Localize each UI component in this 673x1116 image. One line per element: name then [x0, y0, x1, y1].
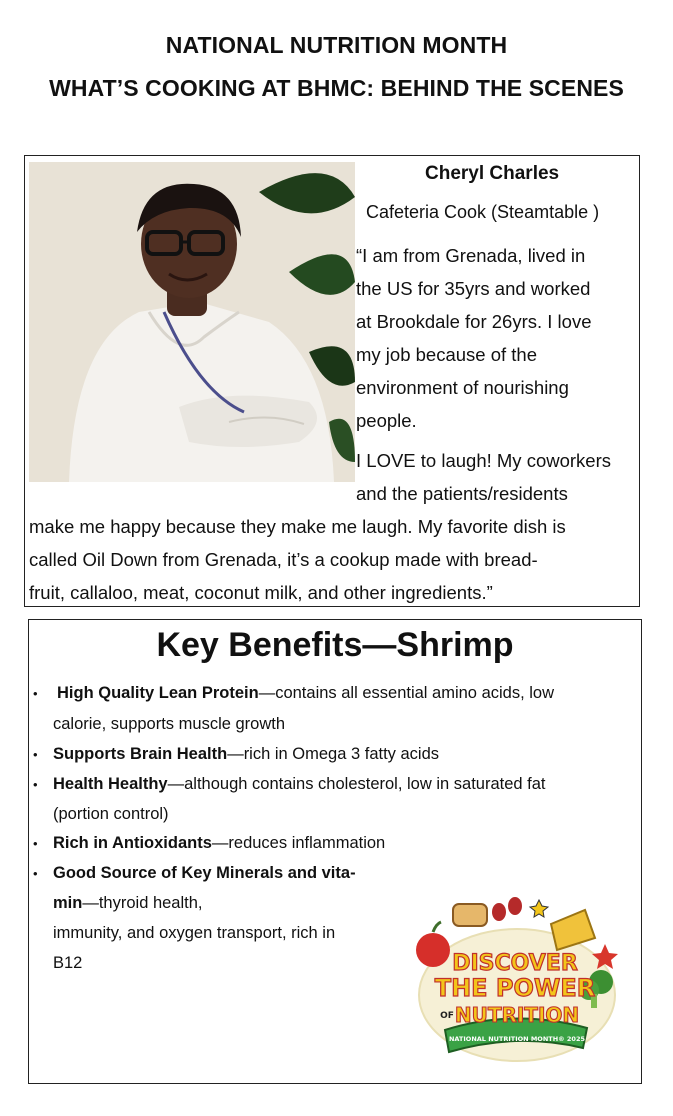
logo-line2: THE POWER — [434, 974, 596, 1002]
bullet-icon: • — [33, 686, 38, 701]
benefits-heading: Key Benefits—Shrimp — [156, 626, 514, 664]
logo-line3: OF — [440, 1011, 454, 1021]
quote-line: make me happy because they make me laugh. My favorite dish is — [29, 516, 566, 537]
benefit-item: Health Healthy—although contains cholesterol, low in saturated fat — [53, 775, 546, 793]
quote-line: fruit, callaloo, meat, coconut milk, and other ingredients.” — [29, 582, 493, 603]
quote-line: the US for 35yrs and worked — [356, 278, 591, 299]
logo-line4: NUTRITION — [454, 1003, 580, 1027]
staff-photo — [29, 162, 355, 482]
bullet-icon: • — [33, 777, 38, 792]
staff-profile-box — [24, 155, 640, 607]
bullet-icon: • — [33, 866, 38, 881]
logo-sub: NATIONAL NUTRITION MONTH® 2025 — [448, 1035, 586, 1043]
page-title-line2: WHAT’S COOKING AT BHMC: BEHIND THE SCENES — [49, 75, 624, 101]
bullet-icon: • — [33, 836, 38, 851]
quote-line: people. — [356, 410, 417, 431]
quote-line: “I am from Grenada, lived in — [356, 245, 586, 266]
benefit-item: High Quality Lean Protein—contains all essential amino acids, low — [57, 684, 555, 702]
quote-line: I LOVE to laugh! My coworkers — [356, 450, 611, 471]
benefit-item-cont: immunity, and oxygen transport, rich in — [53, 924, 336, 942]
benefit-item: Rich in Antioxidants—reduces inflammation — [53, 834, 386, 852]
staff-name: Cheryl Charles — [425, 163, 560, 184]
quote-line: and the patients/residents — [356, 483, 568, 504]
nutrition-month-logo-icon — [405, 890, 623, 1070]
benefit-item-cont: B12 — [53, 954, 83, 972]
staff-role: Cafeteria Cook (Steamtable ) — [366, 202, 600, 222]
benefit-item: Good Source of Key Minerals and vita- — [53, 864, 356, 882]
quote-line: called Oil Down from Grenada, it’s a cookup made with bread- — [29, 549, 538, 570]
benefit-item-cont: (portion control) — [53, 805, 169, 823]
quote-line: my job because of the — [356, 344, 537, 365]
logo-line1: DISCOVER — [452, 951, 578, 976]
quote-line: at Brookdale for 26yrs. I love — [356, 311, 592, 332]
benefit-item: Supports Brain Health—rich in Omega 3 fatty acids — [53, 745, 440, 763]
page-title-line1: NATIONAL NUTRITION MONTH — [165, 32, 508, 58]
benefit-item-cont: min—thyroid health, — [53, 894, 203, 912]
key-benefits-box — [28, 619, 642, 1084]
benefit-item-cont: calorie, supports muscle growth — [53, 715, 286, 733]
bullet-icon: • — [33, 747, 38, 762]
quote-line: environment of nourishing — [356, 377, 569, 398]
